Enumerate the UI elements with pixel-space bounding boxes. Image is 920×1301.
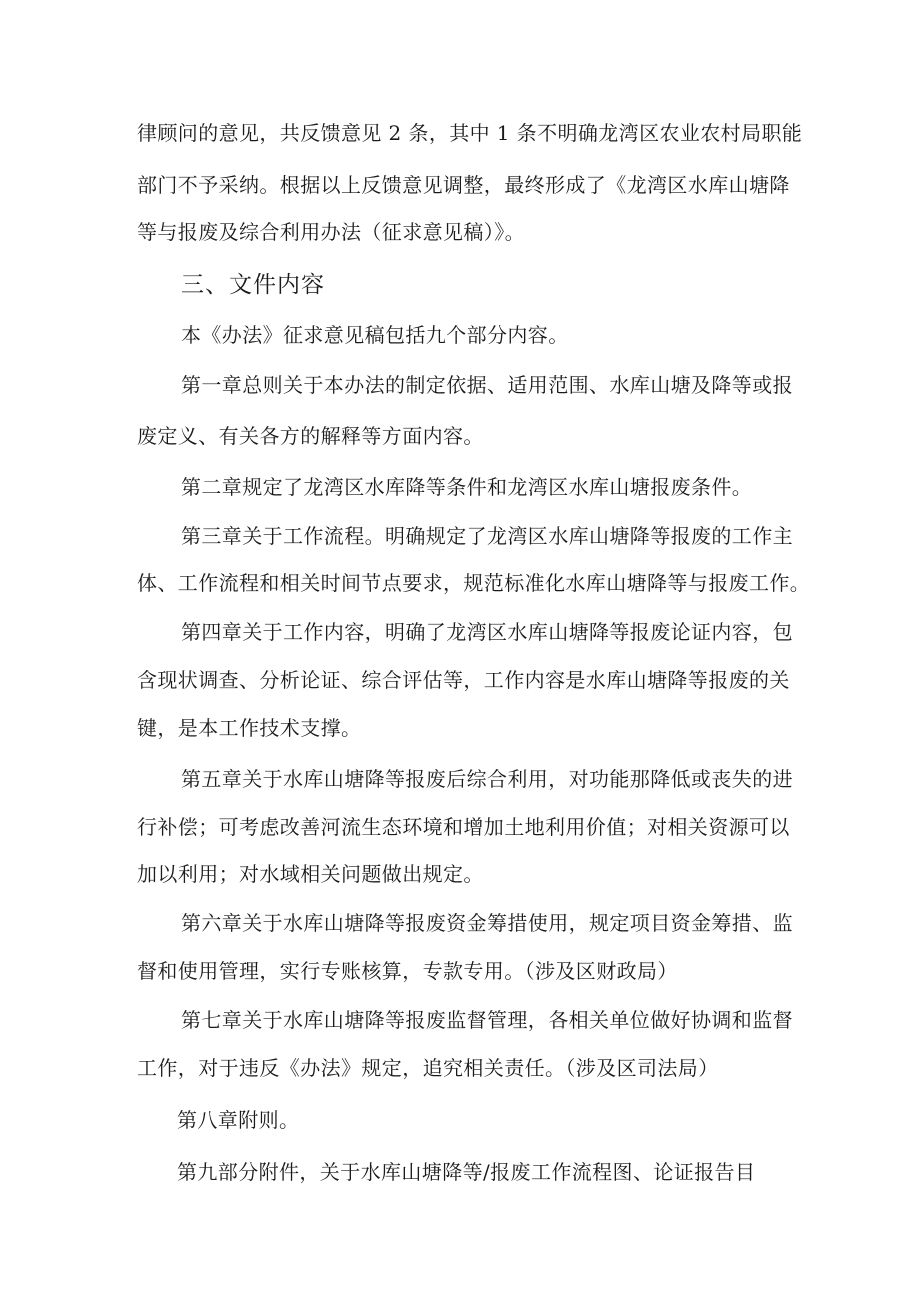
chapter-3-line-2: 体、工作流程和相关时间节点要求，规范标准化水库山塘降等与报废工作。 (137, 571, 811, 595)
chapter-6-line-2: 督和使用管理，实行专账核算，专款专用。（涉及区财政局） (137, 959, 678, 983)
chapter-7-line-2: 工作，对于违反《办法》规定，追究相关责任。（涉及区司法局） (137, 1056, 719, 1080)
chapter-4-line-1: 第四章关于工作内容，明确了龙湾区水库山塘降等报废论证内容，包 (181, 620, 793, 644)
section-heading: 三、文件内容 (181, 272, 325, 298)
chapter-3-line-1: 第三章关于工作流程。明确规定了龙湾区水库山塘降等报废的工作主 (181, 524, 793, 548)
chapter-2-line-1: 第二章规定了龙湾区水库降等条件和龙湾区水库山塘报废条件。 (181, 475, 753, 499)
intro-line-1: 律顾问的意见，共反馈意见 2 条，其中 1 条不明确龙湾区农业农村局职能 (137, 121, 803, 145)
chapter-1-line-2: 废定义、有关各方的解释等方面内容。 (137, 424, 484, 448)
chapter-7-line-1: 第七章关于水库山塘降等报废监督管理，各相关单位做好协调和监督 (181, 1008, 793, 1032)
chapter-4-line-3: 键，是本工作技术支撑。 (137, 716, 362, 740)
intro-line-3: 等与报废及综合利用办法（征求意见稿）》。 (137, 220, 525, 244)
part-9-line-1: 第九部分附件，关于水库山塘降等/报废工作流程图、论证报告目 (177, 1160, 756, 1184)
paragraph-overview: 本《办法》征求意见稿包括九个部分内容。 (181, 323, 569, 347)
chapter-5-line-1: 第五章关于水库山塘降等报废后综合利用，对功能那降低或丧失的进 (181, 767, 793, 791)
intro-line-2: 部门不予采纳。根据以上反馈意见调整，最终形成了《龙湾区水库山塘降 (137, 173, 790, 197)
chapter-8-line-1: 第八章附则。 (177, 1108, 300, 1132)
chapter-5-line-3: 加以利用；对水域相关问题做出规定。 (137, 862, 484, 886)
chapter-1-line-1: 第一章总则关于本办法的制定依据、适用范围、水库山塘及降等或报 (181, 373, 793, 397)
chapter-5-line-2: 行补偿；可考虑改善河流生态环境和增加土地利用价值；对相关资源可以 (137, 815, 790, 839)
chapter-4-line-2: 含现状调查、分析论证、综合评估等，工作内容是水库山塘降等报废的关 (137, 668, 790, 692)
chapter-6-line-1: 第六章关于水库山塘降等报废资金筹措使用，规定项目资金筹措、监 (181, 911, 793, 935)
